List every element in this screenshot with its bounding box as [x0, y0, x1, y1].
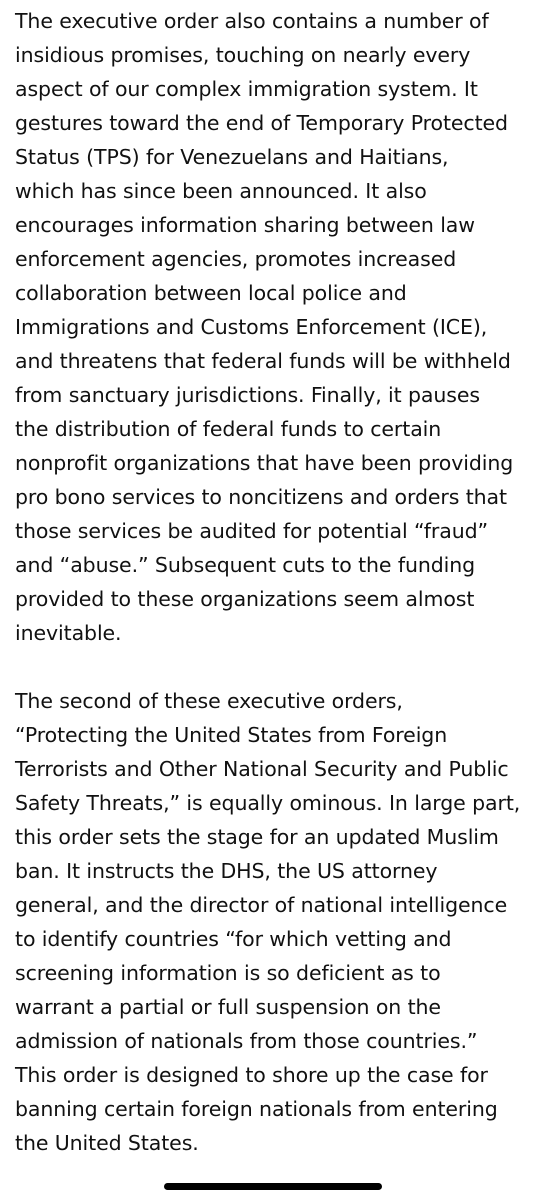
text-line: which has since been announced. It also — [15, 179, 427, 203]
text-line: Terrorists and Other National Security and Public — [15, 757, 509, 781]
paragraph-1 — [15, 4, 540, 650]
text-line: to identify countries “for which vetting and — [15, 927, 452, 951]
text-line: provided to these organizations seem almost — [15, 587, 475, 611]
text-line: “Protecting the United States from Foreign — [15, 723, 448, 747]
text-line: from sanctuary jurisdictions. Finally, it pauses — [15, 383, 480, 407]
text-line: pro bono services to noncitizens and orders that — [15, 485, 507, 509]
text-line: banning certain foreign nationals from entering — [15, 1097, 498, 1121]
text-line: enforcement agencies, promotes increased — [15, 247, 457, 271]
text-line: Immigrations and Customs Enforcement (ICE), — [15, 315, 488, 339]
paragraph-spacer — [15, 650, 540, 684]
text-line: the distribution of federal funds to certain — [15, 417, 442, 441]
text-line: The second of these executive orders, — [15, 689, 403, 713]
paragraph-2 — [15, 684, 540, 1160]
text-line: insidious promises, touching on nearly every — [15, 43, 471, 67]
text-line: inevitable. — [15, 621, 122, 645]
text-line: nonprofit organizations that have been providing — [15, 451, 514, 475]
text-line: aspect of our complex immigration system. It — [15, 77, 478, 101]
text-line: This order is designed to shore up the case for — [15, 1063, 488, 1087]
text-line: The executive order also contains a number of — [15, 9, 489, 33]
text-line: encourages information sharing between law — [15, 213, 475, 237]
article-body — [15, 4, 540, 1160]
text-line: screening information is so deficient as to — [15, 961, 441, 985]
text-line: collaboration between local police and — [15, 281, 407, 305]
text-line: Status (TPS) for Venezuelans and Haitians, — [15, 145, 449, 169]
text-line: ban. It instructs the DHS, the US attorney — [15, 859, 438, 883]
text-line: gestures toward the end of Temporary Protected — [15, 111, 508, 135]
text-line: warrant a partial or full suspension on the — [15, 995, 441, 1019]
text-line: the United States. — [15, 1131, 199, 1155]
text-line: Safety Threats,” is equally ominous. In large part, — [15, 791, 521, 815]
text-line: those services be audited for potential “fraud” — [15, 519, 489, 543]
text-line: and threatens that federal funds will be withheld — [15, 349, 511, 373]
text-line: this order sets the stage for an updated Muslim — [15, 825, 499, 849]
text-line: and “abuse.” Subsequent cuts to the funding — [15, 553, 476, 577]
home-indicator[interactable] — [164, 1183, 382, 1190]
text-line: general, and the director of national intelligence — [15, 893, 508, 917]
text-line: admission of nationals from those countries.” — [15, 1029, 478, 1053]
